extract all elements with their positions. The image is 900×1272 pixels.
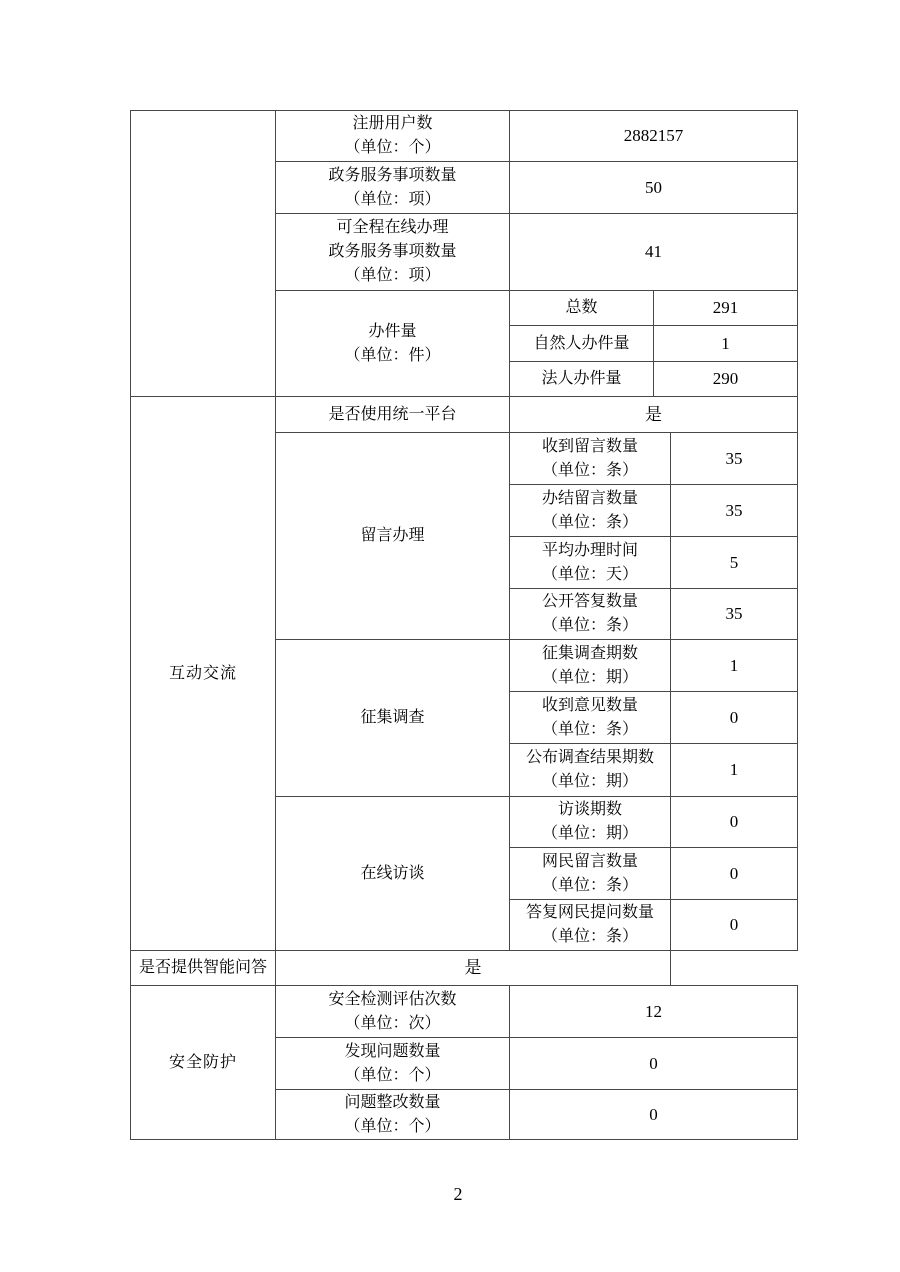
category-cell-blank — [131, 111, 276, 397]
row-value-online-service-items: 41 — [510, 214, 798, 291]
row-label-smart-qa: 是否提供智能问答 — [131, 951, 276, 986]
row-value-service-items: 50 — [510, 162, 798, 214]
subrow-label-line: 公布调查结果期数 — [525, 749, 654, 766]
subrow-label-messages-resolved — [510, 485, 671, 537]
subrow-label-questions-answered — [510, 900, 671, 951]
group-label-unit: （单位：件） — [344, 346, 441, 364]
subrow-value-average-handling-time: 5 — [671, 537, 798, 589]
row-label-unit: （单位：项） — [344, 267, 441, 284]
subrow-label-unit: （单位：期） — [541, 825, 638, 842]
row-value-problems-found: 0 — [510, 1038, 798, 1090]
subrow-label-unit: （单位：条） — [541, 513, 638, 531]
subrow-label-unit: （单位：条） — [541, 617, 638, 634]
subrow-label-unit: （单位：条） — [541, 720, 638, 738]
subrow-value-total: 291 — [654, 291, 798, 326]
subrow-value-interview-periods: 0 — [671, 797, 798, 848]
subrow-label-line: 收到留言数量 — [541, 437, 638, 455]
row-label-unit: （单位：个） — [344, 1066, 441, 1084]
page-number: 2 — [453, 1184, 463, 1204]
subrow-label-unit: （单位：天） — [541, 565, 638, 583]
subrow-label-unit: （单位：条） — [541, 928, 638, 945]
subrow-label-opinions-received — [510, 692, 671, 744]
row-label-line: 安全检测评估次数 — [328, 990, 457, 1008]
subrow-label-legal-person: 法人办件量 — [510, 362, 654, 397]
subrow-label-line: 公开答复数量 — [541, 593, 638, 610]
subrow-label-natural-person: 自然人办件量 — [510, 326, 654, 362]
subrow-label-average-handling-time — [510, 537, 671, 589]
row-value-problems-rectified: 0 — [510, 1090, 798, 1140]
row-label-line: 政务服务事项数量 — [328, 243, 457, 260]
row-label-line: 注册用户数 — [352, 115, 433, 132]
subrow-label-survey-results-published — [510, 744, 671, 797]
row-value-registered-users: 2882157 — [510, 111, 798, 162]
row-label-unit: （单位：项） — [344, 190, 441, 208]
subrow-label-line: 答复网民提问数量 — [525, 904, 654, 921]
subrow-label-line: 平均办理时间 — [541, 541, 638, 559]
subrow-label-total: 总数 — [510, 291, 654, 326]
subrow-value-netizen-messages: 0 — [671, 848, 798, 900]
group-label-line: 办件量 — [368, 322, 417, 340]
subrow-label-unit: （单位：条） — [541, 461, 638, 479]
row-label-online-service-items — [276, 214, 510, 291]
subrow-label-line: 网民留言数量 — [541, 852, 638, 870]
row-label-line: 政务服务事项数量 — [328, 166, 457, 184]
subrow-label-line: 收到意见数量 — [541, 696, 638, 714]
subrow-value-legal-person: 290 — [654, 362, 798, 397]
row-label-problems-rectified — [276, 1090, 510, 1140]
subrow-value-survey-results-published: 1 — [671, 744, 798, 797]
subrow-label-line: 办结留言数量 — [541, 489, 638, 507]
group-label-message-handling: 留言办理 — [276, 433, 510, 640]
row-label-registered-users — [276, 111, 510, 162]
row-label-unit: （单位：个） — [344, 139, 441, 156]
subrow-label-unit: （单位：条） — [541, 876, 638, 894]
row-label-unified-platform: 是否使用统一平台 — [276, 397, 510, 433]
row-label-service-items — [276, 162, 510, 214]
subrow-value-questions-answered: 0 — [671, 900, 798, 951]
subrow-label-line: 访谈期数 — [557, 801, 622, 818]
row-label-unit: （单位：个） — [344, 1117, 441, 1135]
subrow-label-unit: （单位：期） — [541, 773, 638, 790]
row-label-line: 可全程在线办理 — [336, 219, 449, 236]
group-label-online-interviews: 在线访谈 — [276, 797, 510, 951]
group-label-surveys: 征集调查 — [276, 640, 510, 797]
category-cell-security: 安全防护 — [131, 986, 276, 1140]
row-label-unit: （单位：次） — [344, 1014, 441, 1032]
subrow-value-survey-periods: 1 — [671, 640, 798, 692]
row-value-security-assessments: 12 — [510, 986, 798, 1038]
row-label-security-assessments — [276, 986, 510, 1038]
row-label-line: 问题整改数量 — [344, 1093, 441, 1111]
subrow-label-interview-periods — [510, 797, 671, 848]
subrow-value-public-replies: 35 — [671, 589, 798, 640]
row-value-smart-qa: 是 — [276, 951, 671, 986]
subrow-value-natural-person: 1 — [654, 326, 798, 362]
group-label-cases-handled — [276, 291, 510, 397]
category-cell-interaction: 互动交流 — [131, 397, 276, 951]
row-label-line: 发现问题数量 — [344, 1042, 441, 1060]
subrow-label-line: 征集调查期数 — [541, 644, 638, 662]
subrow-label-messages-received — [510, 433, 671, 485]
subrow-value-opinions-received: 0 — [671, 692, 798, 744]
subrow-label-unit: （单位：期） — [541, 668, 638, 686]
subrow-value-messages-resolved: 35 — [671, 485, 798, 537]
row-value-unified-platform: 是 — [510, 397, 798, 433]
statistics-table — [130, 110, 798, 1140]
row-label-problems-found — [276, 1038, 510, 1090]
subrow-label-survey-periods — [510, 640, 671, 692]
subrow-value-messages-received: 35 — [671, 433, 798, 485]
subrow-label-netizen-messages — [510, 848, 671, 900]
subrow-label-public-replies — [510, 589, 671, 640]
